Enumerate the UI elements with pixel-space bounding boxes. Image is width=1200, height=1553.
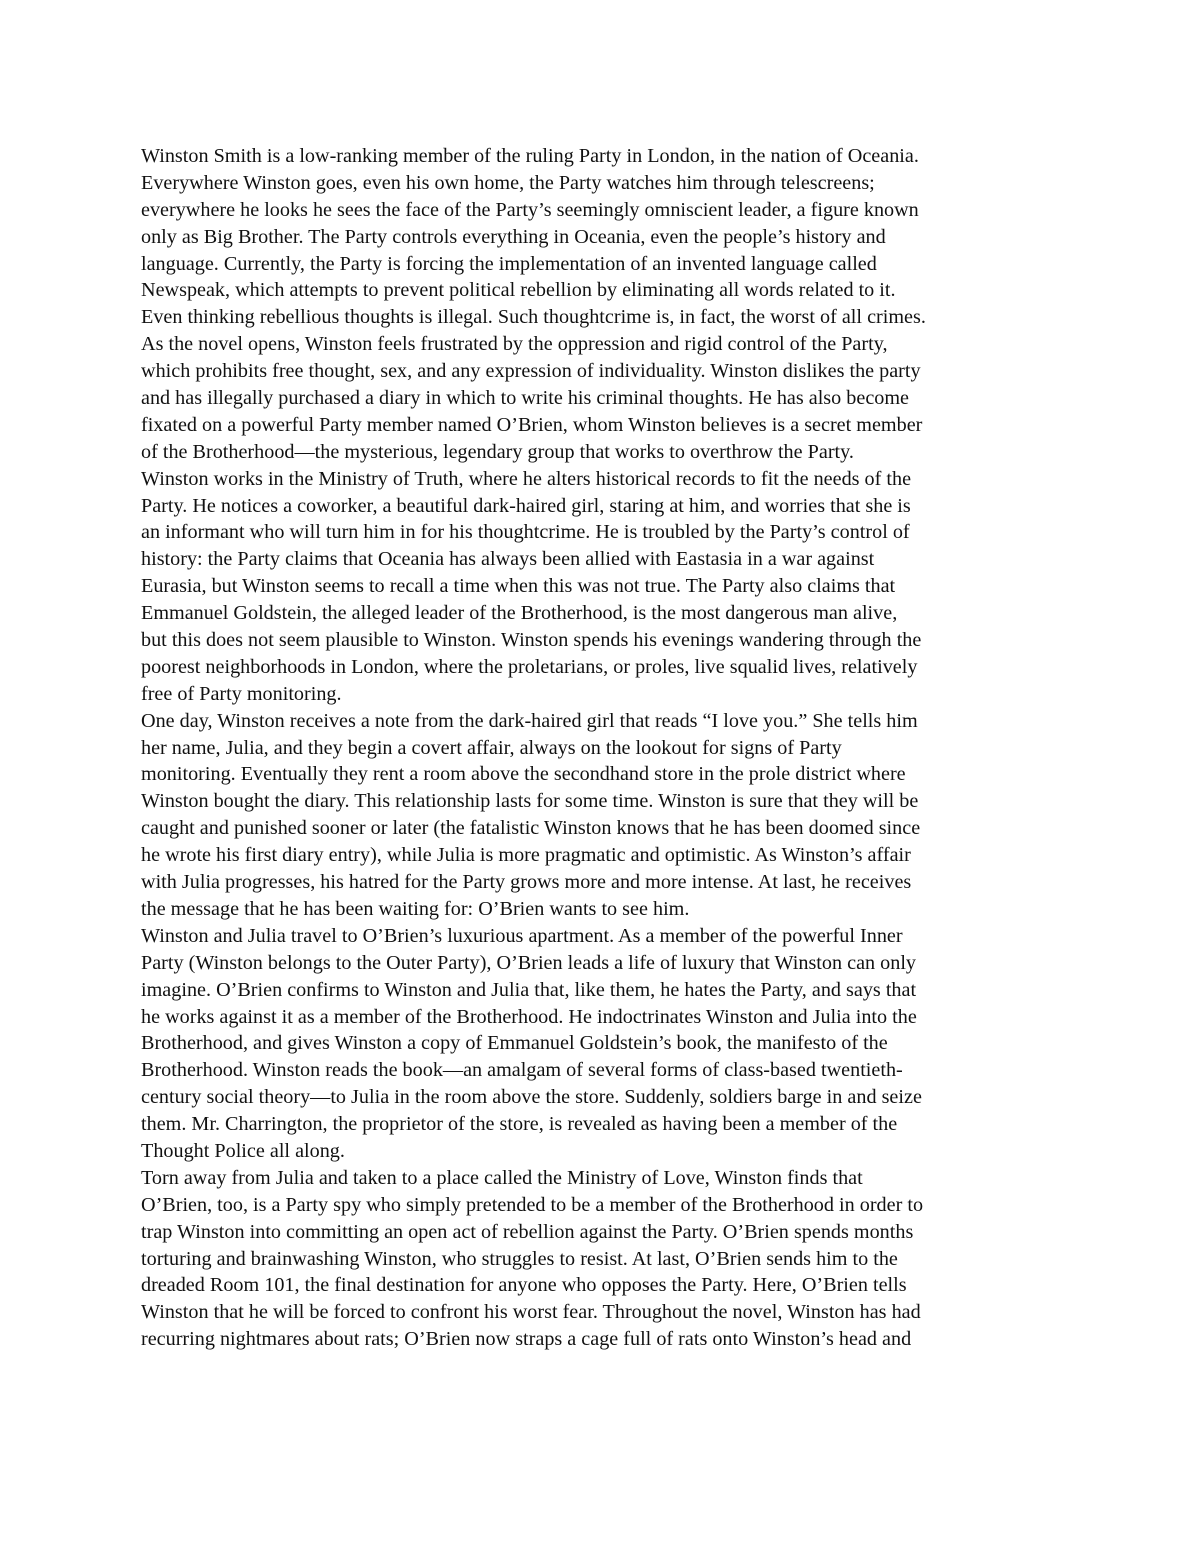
text-line: with Julia progresses, his hatred for the Party grows more and more intense. At last, he receives bbox=[141, 871, 912, 894]
text-line: Winston Smith is a low-ranking member of the ruling Party in London, in the nation of Oceania. bbox=[141, 145, 919, 167]
document-body bbox=[141, 143, 1061, 1353]
text-line: Eurasia, but Winston seems to recall a time when this was not true. The Party also claims that bbox=[141, 575, 896, 598]
text-line: them. Mr. Charrington, the proprietor of the store, is revealed as having been a member of the bbox=[141, 1113, 898, 1136]
text-line: poorest neighborhoods in London, where the proletarians, or proles, live squalid lives, relatively bbox=[141, 655, 918, 678]
text-line: he works against it as a member of the Brotherhood. He indoctrinates Winston and Julia into the bbox=[141, 1005, 917, 1028]
text-line: century social theory—to Julia in the room above the store. Suddenly, soldiers barge in and seize bbox=[141, 1086, 922, 1109]
text-line: history: the Party claims that Oceania has always been allied with Eastasia in a war against bbox=[141, 548, 875, 571]
text-line: Torn away from Julia and taken to a place called the Ministry of Love, Winston finds that bbox=[141, 1166, 863, 1189]
text-line: and has illegally purchased a diary in which to write his criminal thoughts. He has also become bbox=[141, 387, 910, 410]
text-line: of the Brotherhood—the mysterious, legendary group that works to overthrow the Party. bbox=[141, 440, 854, 463]
text-line: trap Winston into committing an open act of rebellion against the Party. O’Brien spends months bbox=[141, 1220, 914, 1243]
text-line: Thought Police all along. bbox=[141, 1139, 345, 1162]
text-line: an informant who will turn him in for his thoughtcrime. He is troubled by the Party’s control of bbox=[141, 521, 910, 544]
text-line: Even thinking rebellious thoughts is illegal. Such thoughtcrime is, in fact, the worst of all crimes. bbox=[141, 306, 926, 329]
text-line: but this does not seem plausible to Winston. Winston spends his evenings wandering through the bbox=[141, 629, 922, 652]
text-line: which prohibits free thought, sex, and any expression of individuality. Winston dislikes the party bbox=[141, 360, 921, 383]
text-line: Party (Winston belongs to the Outer Party), O’Brien leads a life of luxury that Winston can only bbox=[141, 951, 917, 974]
text-line: Brotherhood, and gives Winston a copy of Emmanuel Goldstein’s book, the manifesto of the bbox=[141, 1032, 888, 1055]
text-line: Party. He notices a coworker, a beautiful dark-haired girl, staring at him, and worries that she is bbox=[141, 494, 911, 517]
text-line: O’Brien, too, is a Party spy who simply pretended to be a member of the Brotherhood in order to bbox=[141, 1193, 924, 1216]
text-line: Winston that he will be forced to confront his worst fear. Throughout the novel, Winston has had bbox=[141, 1301, 921, 1324]
text-line: As the novel opens, Winston feels frustrated by the oppression and rigid control of the Party, bbox=[141, 333, 888, 356]
text-line: monitoring. Eventually they rent a room above the secondhand store in the prole district where bbox=[141, 763, 906, 786]
text-line: caught and punished sooner or later (the fatalistic Winston knows that he has been doomed since bbox=[141, 817, 921, 840]
text-line: imagine. O’Brien confirms to Winston and Julia that, like them, he hates the Party, and says that bbox=[141, 978, 917, 1001]
text-line: free of Party monitoring. bbox=[141, 682, 342, 705]
text-line: Winston bought the diary. This relationship lasts for some time. Winston is sure that they will be bbox=[141, 790, 919, 813]
text-line: the message that he has been waiting for: O’Brien wants to see him. bbox=[141, 897, 690, 920]
text-line: Winston works in the Ministry of Truth, where he alters historical records to fit the needs of the bbox=[141, 467, 912, 490]
text-line: torturing and brainwashing Winston, who struggles to resist. At last, O’Brien sends him to the bbox=[141, 1247, 898, 1270]
text-line: Brotherhood. Winston reads the book—an amalgam of several forms of class-based twentieth- bbox=[141, 1059, 903, 1082]
text-line: language. Currently, the Party is forcing the implementation of an invented language called bbox=[141, 252, 877, 275]
text-line: One day, Winston receives a note from the dark-haired girl that reads “I love you.” She tells him bbox=[141, 709, 918, 732]
text-line: everywhere he looks he sees the face of the Party’s seemingly omniscient leader, a figure known bbox=[141, 198, 919, 221]
text-line: Newspeak, which attempts to prevent political rebellion by eliminating all words related to it. bbox=[141, 279, 896, 302]
text-line: Everywhere Winston goes, even his own home, the Party watches him through telescreens; bbox=[141, 171, 875, 194]
text-line: fixated on a powerful Party member named O’Brien, whom Winston believes is a secret member bbox=[141, 413, 923, 436]
text-line: Winston and Julia travel to O’Brien’s luxurious apartment. As a member of the powerful Inner bbox=[141, 924, 903, 947]
text-line: Emmanuel Goldstein, the alleged leader of the Brotherhood, is the most dangerous man alive, bbox=[141, 602, 898, 625]
text-line: only as Big Brother. The Party controls everything in Oceania, even the people’s history and bbox=[141, 225, 886, 248]
text-line: dreaded Room 101, the final destination for anyone who opposes the Party. Here, O’Brien tells bbox=[141, 1274, 907, 1297]
text-line: her name, Julia, and they begin a covert affair, always on the lookout for signs of Party bbox=[141, 736, 842, 759]
text-line: recurring nightmares about rats; O’Brien now straps a cage full of rats onto Winston’s head and bbox=[141, 1328, 912, 1351]
text-line: he wrote his first diary entry), while Julia is more pragmatic and optimistic. As Winston’s affair bbox=[141, 844, 911, 867]
